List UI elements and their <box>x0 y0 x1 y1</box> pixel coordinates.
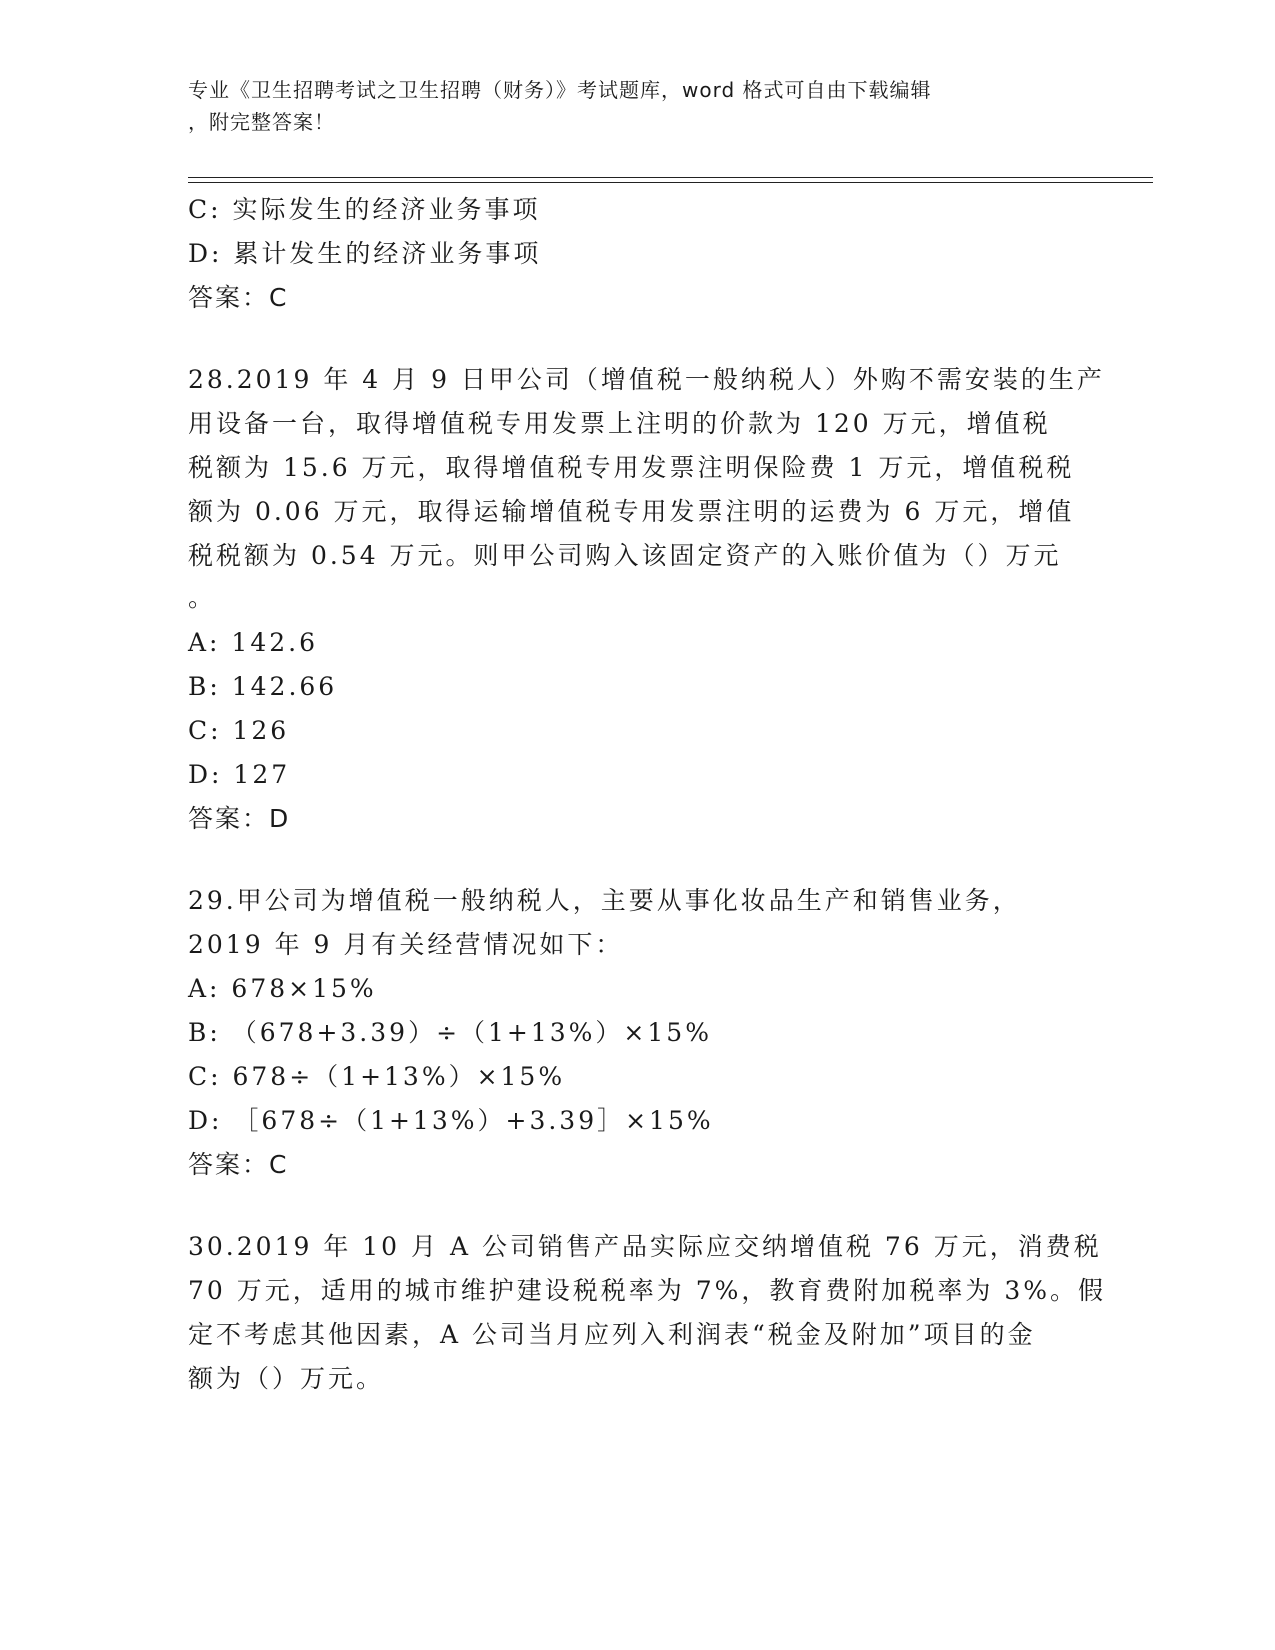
option-a: A: 678×15% <box>188 974 377 1003</box>
header-line-1: 专业《卫生招聘考试之卫生招聘（财务）》考试题库，word 格式可自由下载编辑 <box>188 78 932 102</box>
question-28-line: 税额为 15.6 万元，取得增值税专用发票注明保险费 1 万元，增值税税 <box>188 453 1075 482</box>
option-c: C: 678÷（1+13%）×15% <box>188 1062 566 1091</box>
option-c: C: 实际发生的经济业务事项 <box>188 195 541 224</box>
question-30-line: 额为（）万元。 <box>188 1364 385 1393</box>
question-28-line: 税税额为 0.54 万元。则甲公司购入该固定资产的入账价值为（）万元 <box>188 541 1062 570</box>
question-28-line: 28.2019 年 4 月 9 日甲公司（增值税一般纳税人）外购不需安装的生产 <box>188 365 1105 394</box>
option-b: B: （678+3.39）÷（1+13%）×15% <box>188 1018 712 1047</box>
header-line-2: ，附完整答案！ <box>188 110 335 134</box>
question-30-line: 30.2019 年 10 月 A 公司销售产品实际应交纳增值税 76 万元，消费税 <box>188 1232 1102 1261</box>
answer: 答案：D <box>188 804 291 833</box>
header-rule-bottom <box>188 182 1153 183</box>
answer: 答案：C <box>188 1150 289 1179</box>
option-d: D: 累计发生的经济业务事项 <box>188 239 542 268</box>
question-28-line: 。 <box>188 583 217 612</box>
question-30-line: 定不考虑其他因素，A 公司当月应列入利润表“税金及附加”项目的金 <box>188 1320 1036 1349</box>
option-d: D: ［678÷（1+13%）+3.39］×15% <box>188 1106 714 1135</box>
question-29-line: 2019 年 9 月有关经营情况如下： <box>188 930 624 959</box>
option-b: B: 142.66 <box>188 672 338 701</box>
document-header <box>188 74 1068 138</box>
question-29-line: 29.甲公司为增值税一般纳税人，主要从事化妆品生产和销售业务， <box>188 886 1021 915</box>
option-c: C: 126 <box>188 716 290 745</box>
answer: 答案：C <box>188 283 289 312</box>
question-28-line: 用设备一台，取得增值税专用发票上注明的价款为 120 万元，增值税 <box>188 409 1051 438</box>
header-rule-top <box>188 177 1153 178</box>
option-d: D: 127 <box>188 760 291 789</box>
question-30-line: 70 万元，适用的城市维护建设税税率为 7%，教育费附加税率为 3%。假 <box>188 1276 1106 1305</box>
question-28-line: 额为 0.06 万元，取得运输增值税专用发票注明的运费为 6 万元，增值 <box>188 497 1075 526</box>
option-a: A: 142.6 <box>188 628 318 657</box>
